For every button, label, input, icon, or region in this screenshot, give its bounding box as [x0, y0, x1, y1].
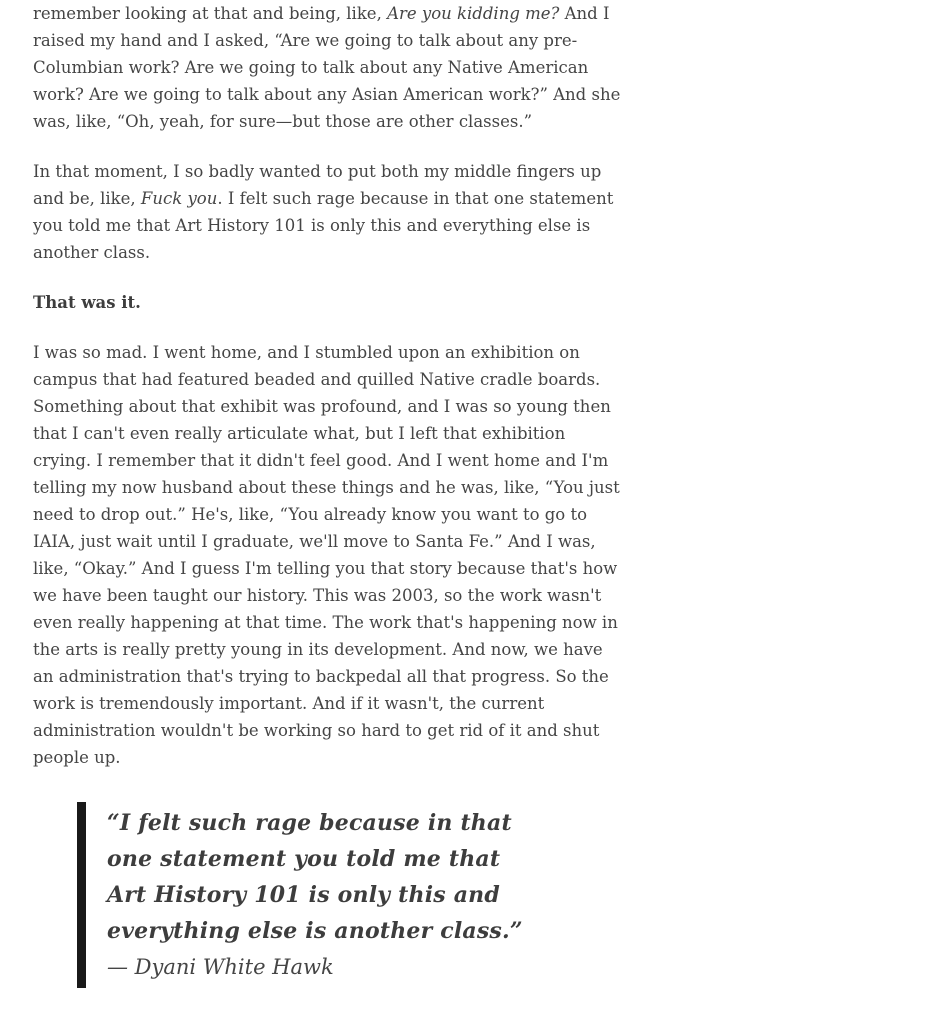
text-segment: . I felt such rage because in that one statement you told me that Art History 101 is only this and everything else is another class.: [33, 189, 614, 262]
italic-phrase: Are you kidding me?: [387, 4, 560, 23]
pull-quote-attribution: — Dyani White Hawk: [107, 955, 334, 979]
pull-quote: [77, 802, 527, 988]
article-body: [33, 0, 625, 988]
paragraph: I was so mad. I went home, and I stumbled upon an exhibition on campus that had featured beaded and quilled Native cradle boards. Something about that exhibit was profound, and I was so young then that I can't even really articulate what, but I left that exhibition crying. I remember that it didn't feel good. And I went home and I'm telling my now husband about these things and he was, like, “You just need to drop out.” He's, like, “You already know you want to go to IAIA, just wait until I graduate, we'll move to Santa Fe.” And I was, like, “Okay.” And I guess I'm telling you that story because that's how we have been taught our history. This was 2003, so the work wasn't even really happening at that time. The work that's happening now in the arts is really pretty young in its development. And now, we have an administration that's trying to backpedal all that progress. So the work is tremendously important. And if it wasn't, the current administration wouldn't be working so hard to get rid of it and shut people up.: [33, 343, 620, 767]
text-segment: In that moment, I so badly wanted to put both my middle fingers up and be, like,: [33, 162, 602, 208]
text-segment: And I raised my hand and I asked, “Are we going to talk about any pre-Columbian work? Are we going to talk about any Native American work? Are we going to talk about any Asian American work?” And she was, like, “Oh, yeah, for sure—but those are other classes.”: [33, 4, 621, 131]
italic-phrase: Fuck you: [140, 189, 218, 208]
paragraph-emphasis: [33, 289, 625, 316]
paragraph: [33, 0, 625, 135]
paragraph: [33, 158, 625, 266]
bold-text: That was it.: [33, 293, 141, 312]
text-segment: remember looking at that and being, like,: [33, 4, 388, 23]
pull-quote-text: “I felt such rage because in that one statement you told me that Art History 101 is only this and everything else is another class.”: [107, 810, 523, 944]
